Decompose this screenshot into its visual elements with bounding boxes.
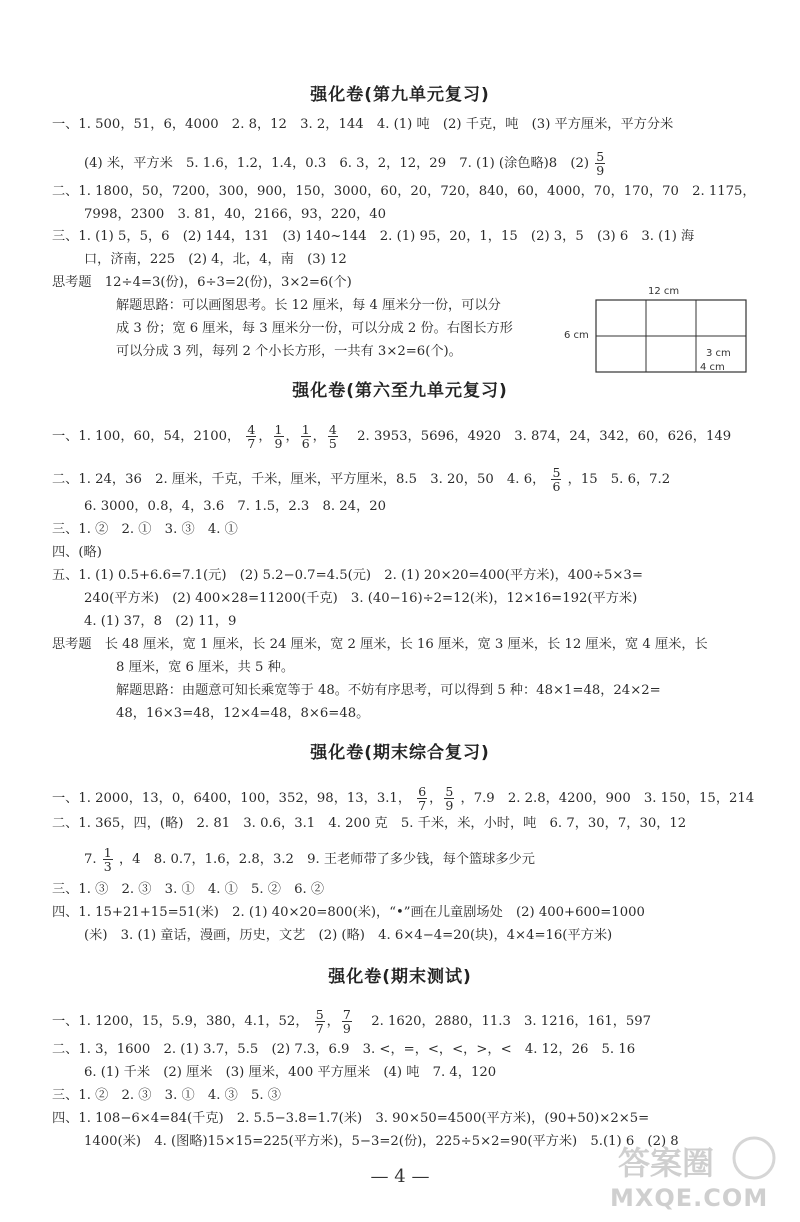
s1-line-2: (4) 米，平方米 5. 1.6，1.2，1.4，0.3 6. 3，2，12，29 7. (1) (涂色略)8 (2) $\frac{5}{9}$	[84, 149, 605, 179]
s2-line-9: 思考题 长 48 厘米，宽 1 厘米，长 24 厘米，宽 2 厘米，长 16 厘米，宽 3 厘米，长 12 厘米，宽 4 厘米，长	[52, 637, 708, 652]
s2-line-8: 4. (1) 37，8 (2) 11，9	[84, 614, 237, 629]
s1-line-8: 解题思路：可以画图思考。长 12 厘米，每 4 厘米分一份，可以分	[116, 298, 501, 313]
s3-line-6: (米) 3. (1) 童话，漫画，历史，文艺 (2) (略) 4. 6×4−4=20(块)，4×4=16(平方米)	[84, 928, 613, 943]
fraction-1-9: $\frac{1}{9}$	[274, 422, 283, 452]
s4-line-6: 1400(米) 4. (图略)15×15=225(平方米)，5−3=2(份)，225÷5×2=90(平方米) 5.(1) 6 (2) 8	[84, 1134, 679, 1149]
grid-top-label: 12 cm	[648, 286, 680, 297]
s1-line-1: 一、1. 500，51，6，4000 2. 8，12 3. 2，144 4. (1) 吨 (2) 千克，吨 (3) 平方厘米，平方分米	[52, 117, 674, 132]
grid-left-label: 6 cm	[564, 330, 589, 341]
s3-line-1: 一、1. 2000，13，0，6400，100，352，98，13，3.1， $\frac{6}{7}$ ， $\frac{5}{9}$ ，7.9 2. 2.8，4200，900 3. 150，15，214	[52, 784, 755, 814]
s3-line-5: 四、1. 15+21+15=51(米) 2. (1) 40×20=800(米)，“•”画在儿童剧场处 (2) 400+600=1000	[52, 905, 645, 920]
s2-line-10: 8 厘米，宽 6 厘米，共 5 种。	[116, 660, 295, 675]
s4-line-4: 三、1. ② 2. ③ 3. ① 4. ③ 5. ③	[52, 1088, 281, 1103]
s1-line-10: 可以分成 3 列，每列 2 个小长方形，一共有 3×2=6(个)。	[116, 344, 462, 359]
fraction-5-7: $\frac{5}{7}$	[315, 1007, 324, 1037]
s2-line-5: 四、(略)	[52, 545, 102, 560]
section-title-unit9: 强化卷(第九单元复习)	[310, 85, 490, 105]
watermark-circle	[734, 1138, 774, 1178]
grid-inner-label-2: 4 cm	[700, 362, 725, 373]
watermark-main-text: 答案圈	[618, 1144, 715, 1182]
s2-line-4: 三、1. ② 2. ① 3. ③ 4. ①	[52, 522, 238, 537]
s2-line-3: 6. 3000，0.8，4，3.6 7. 1.5，2.3 8. 24，20	[84, 499, 387, 514]
s3-line-3: 7. $\frac{1}{3}$ ，4 8. 0.7，1.6，2.8，3.2 9. 王老师带了多少钱，每个篮球多少元	[84, 845, 535, 875]
s1-line-6: 口，济南，225 (2) 4，北，4，南 (3) 12	[84, 252, 347, 267]
s3-line-2: 二、1. 365，四，(略) 2. 81 3. 0.6，3.1 4. 200 克 5. 千米，米，小时，吨 6. 7，30，7，30，12	[52, 816, 687, 831]
fraction-4-7: $\frac{4}{7}$	[247, 422, 256, 452]
fraction-4-5: $\frac{4}{5}$	[328, 422, 337, 452]
fraction-6-7: $\frac{6}{7}$	[418, 784, 427, 814]
grid-svg	[572, 286, 752, 386]
s4-line-3: 6. (1) 千米 (2) 厘米 (3) 厘米，400 平方厘米 (4) 吨 7. 4，120	[84, 1065, 497, 1080]
fraction-5-9b: $\frac{5}{9}$	[445, 784, 454, 814]
s1-line-4: 7998，2300 3. 81，40，2166，93，220，40	[84, 207, 387, 222]
fraction-1-6: $\frac{1}{6}$	[301, 422, 310, 452]
fraction-5-6: $\frac{5}{6}$	[552, 465, 561, 495]
fraction-5-9: $\frac{5}{9}$	[596, 149, 605, 179]
s4-line-1: 一、1. 1200，15，5.9，380，4.1，52， $\frac{5}{7}$ ， $\frac{7}{9}$ 2. 1620，2880，11.3 3. 1216，161，597	[52, 1007, 652, 1037]
fraction-1-3: $\frac{1}{3}$	[103, 845, 112, 875]
fraction-7-9: $\frac{7}{9}$	[342, 1007, 351, 1037]
section-title-final-test: 强化卷(期末测试)	[328, 967, 472, 987]
s2-line-7: 240(平方米) (2) 400×28=11200(千克) 3. (40−16)÷2=12(米)，12×16=192(平方米)	[84, 591, 638, 606]
s1-line-7: 思考题 12÷4=3(份)，6÷3=2(份)，3×2=6(个)	[52, 275, 352, 290]
s1-line-5: 三、1. (1) 5，5，6 (2) 144，131 (3) 140~144 2. (1) 95，20，1，15 (2) 3，5 (3) 6 3. (1) 海	[52, 229, 695, 244]
s2-line-2: 二、1. 24，36 2. 厘米，千克，千米，厘米，平方厘米，8.5 3. 20，50 4. 6， $\frac{5}{6}$ ，15 5. 6，7.2	[52, 465, 671, 495]
s2-line-11: 解题思路：由题意可知长乘宽等于 48。不妨有序思考，可以得到 5 种：48×1=48，24×2=	[116, 683, 661, 698]
section-title-unit6-9: 强化卷(第六至九单元复习)	[292, 381, 508, 401]
s4-line-5: 四、1. 108−6×4=84(千克) 2. 5.5−3.8=1.7(米) 3. 90×50=4500(平方米)，(90+50)×2×5=	[52, 1111, 650, 1126]
s2-line-6: 五、1. (1) 0.5+6.6=7.1(元) (2) 5.2−0.7=4.5(元) 2. (1) 20×20=400(平方米)，400÷5×3=	[52, 568, 643, 583]
s2-line-1: 一、1. 100，60，54，2100， $\frac{4}{7}$ ， $\frac{1}{9}$ ， $\frac{1}{6}$ ， $\frac{4}{5}$ 2. 3953，5696，4920 3. 874，24，342，60，626，149	[52, 422, 732, 452]
page-number: — 4 —	[370, 1166, 430, 1187]
watermark-url: MXQE.COM	[610, 1184, 769, 1212]
s1-line-3: 二、1. 1800，50，7200，300，900，150，3000，60，20，720，840，60，4000，70，170，70 2. 1175，	[52, 184, 756, 199]
section-title-final-review: 强化卷(期末综合复习)	[310, 743, 490, 763]
grid-inner-label-1: 3 cm	[706, 348, 731, 359]
s2-line-12: 48，16×3=48，12×4=48，8×6=48。	[116, 706, 370, 721]
s4-line-2: 二、1. 3，1600 2. (1) 3.7，5.5 (2) 7.3，6.9 3. <，=，<，<，>，< 4. 12，26 5. 16	[52, 1042, 636, 1057]
watermark-logo	[596, 1128, 796, 1218]
s3-line-4: 三、1. ③ 2. ③ 3. ① 4. ① 5. ② 6. ②	[52, 882, 325, 897]
s1-line-9: 成 3 份；宽 6 厘米，每 3 厘米分一份，可以分成 2 份。右图长方形	[116, 321, 513, 336]
rectangle-grid-figure	[564, 286, 752, 386]
